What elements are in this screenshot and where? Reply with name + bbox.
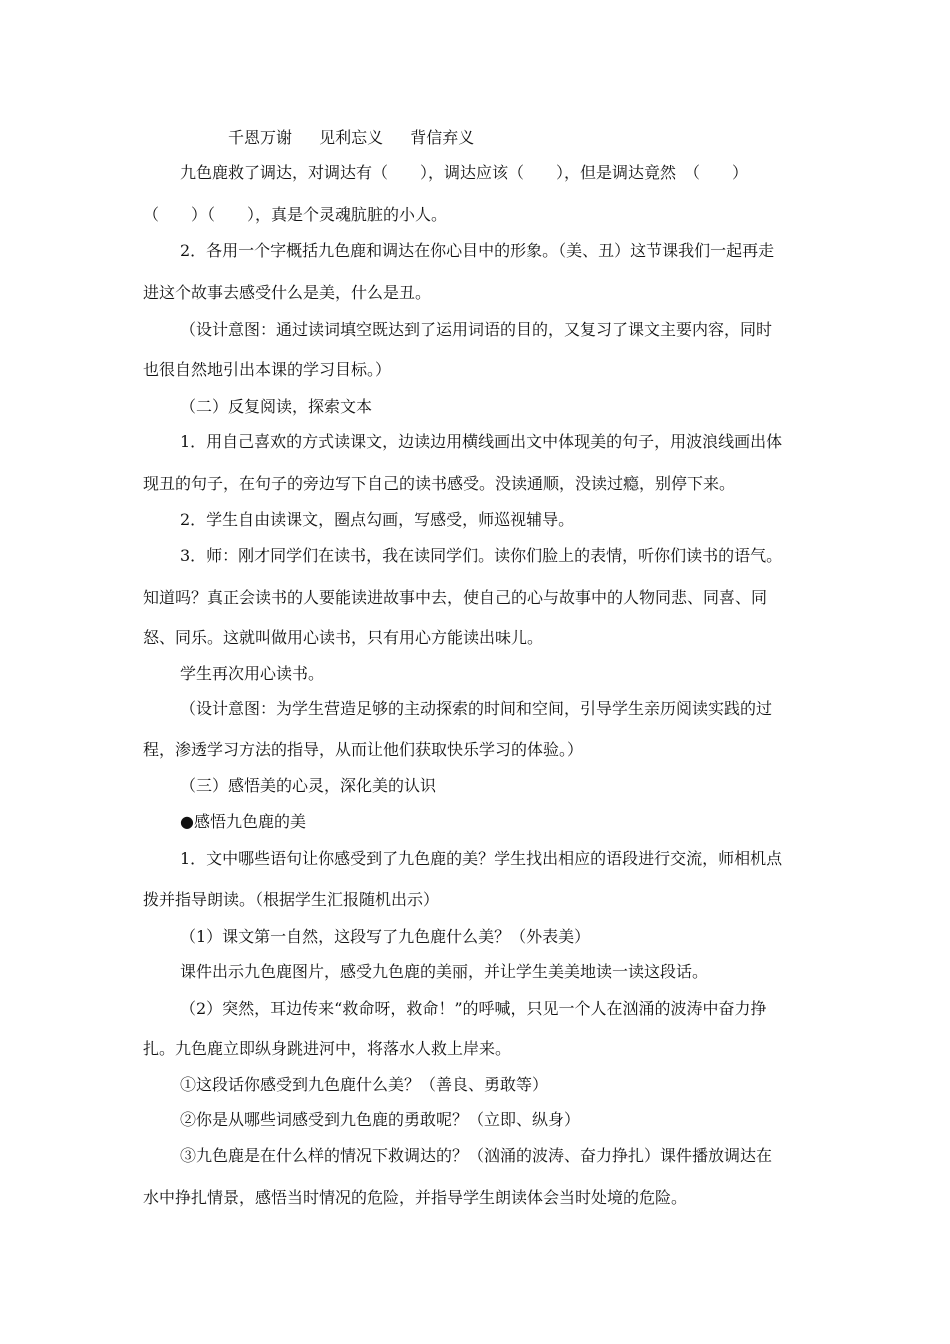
paragraph-line: 学生再次用心读书。 <box>180 664 325 683</box>
section-heading: （三）感悟美的心灵，深化美的认识 <box>180 776 437 795</box>
paragraph-line: 也很自然地引出本课的学习目标。） <box>143 360 392 379</box>
paragraph-line: 2．学生自由读课文，圈点勾画，写感受，师巡视辅导。 <box>180 510 575 529</box>
word-item: 千恩万谢 <box>228 128 293 147</box>
paragraph-line: 进这个故事去感受什么是美，什么是丑。 <box>143 283 432 302</box>
paragraph-line: 程，渗透学习方法的指导，从而让他们获取快乐学习的体验。） <box>143 740 584 759</box>
paragraph-line: 怒、同乐。这就叫做用心读书，只有用心方能读出味儿。 <box>143 628 544 647</box>
section-heading: （二）反复阅读，探索文本 <box>180 397 373 416</box>
paragraph-line: 拨并指导朗读。（根据学生汇报随机出示） <box>143 890 440 909</box>
paragraph-line: 知道吗？真正会读书的人要能读进故事中去，使自己的心与故事中的人物同悲、同喜、同 <box>143 588 768 607</box>
paragraph-line: 1．用自己喜欢的方式读课文，边读边用横线画出文中体现美的句子，用波浪线画出体 <box>180 432 783 451</box>
word-item: 背信弃义 <box>410 128 475 147</box>
paragraph-line: ③九色鹿是在什么样的情况下救调达的？（汹涌的波涛、奋力挣扎）课件播放调达在 <box>180 1146 773 1165</box>
paragraph-line: （设计意图：为学生营造足够的主动探索的时间和空间，引导学生亲历阅读实践的过 <box>180 699 773 718</box>
paragraph-line: 水中挣扎情景，感悟当时情况的危险，并指导学生朗读体会当时处境的危险。 <box>143 1188 688 1207</box>
word-item: 见利忘义 <box>319 128 384 147</box>
paragraph-line: 1．文中哪些语句让你感受到了九色鹿的美？学生找出相应的语段进行交流，师相机点 <box>180 849 783 868</box>
paragraph-line: ②你是从哪些词感受到九色鹿的勇敢呢？（立即、纵身） <box>180 1110 581 1129</box>
paragraph-line: （设计意图：通过读词填空既达到了运用词语的目的，又复习了课文主要内容，同时 <box>180 320 773 339</box>
paragraph-line: 3．师：刚才同学们在读书，我在读同学们。读你们脸上的表情，听你们读书的语气。 <box>180 546 783 565</box>
sub-heading: ●感悟九色鹿的美 <box>180 812 306 831</box>
word-list <box>228 128 496 148</box>
paragraph-line: 九色鹿救了调达，对调达有（ ），调达应该（ ），但是调达竟然 （ ） <box>180 163 749 182</box>
paragraph-line: ①这段话你感受到九色鹿什么美？（善良、勇敢等） <box>180 1075 549 1094</box>
paragraph-line: 扎。九色鹿立即纵身跳进河中，将落水人救上岸来。 <box>143 1039 512 1058</box>
paragraph-line: 2．各用一个字概括九色鹿和调达在你心目中的形象。（美、丑）这节课我们一起再走 <box>180 241 775 260</box>
paragraph-line: （ ）（ ），真是个灵魂肮脏的小人。 <box>143 205 448 224</box>
paragraph-line: 课件出示九色鹿图片，感受九色鹿的美丽，并让学生美美地读一读这段话。 <box>180 962 709 981</box>
paragraph-line: 现丑的句子，在句子的旁边写下自己的读书感受。没读通顺，没读过瘾，别停下来。 <box>143 474 736 493</box>
paragraph-line: （1）课文第一自然，这段写了九色鹿什么美？（外表美） <box>180 927 591 946</box>
paragraph-line: （2）突然，耳边传来“救命呀，救命！”的呼喊，只见一个人在汹涌的波涛中奋力挣 <box>180 999 767 1018</box>
